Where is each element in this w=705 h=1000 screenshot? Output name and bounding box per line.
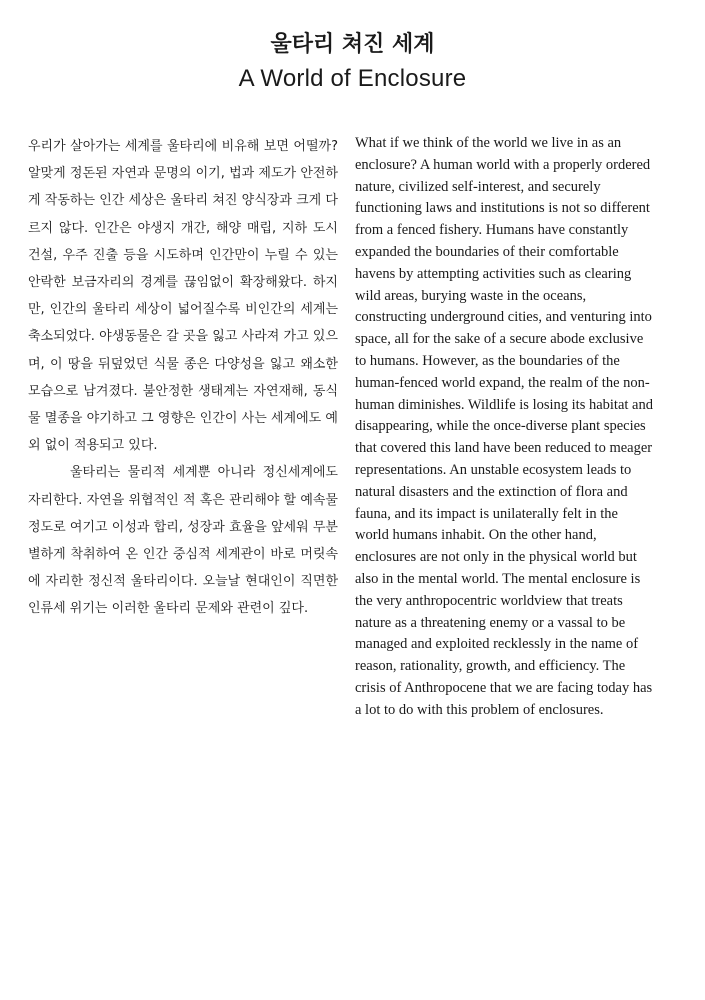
title-korean: 울타리 쳐진 세계 <box>270 32 435 57</box>
english-text-column <box>355 133 655 722</box>
title-block <box>0 28 705 96</box>
korean-paragraph-2: 울타리는 물리적 세계뿐 아니라 정신세계에도 자리한다. 자연을 위협적인 적 혹은 관리해야 할 예속물 정도로 여기고 이성과 합리, 성장과 효율을 앞세워 무분별하게 착취하여 온 인간 중심적 세계관이 바로 머릿속에 자리한 정신적 울타리이다. 오늘날 현대인이 직면한 인류세 위기는 이러한 울타리 문제와 관련이 깊다. <box>28 465 338 617</box>
korean-paragraph-1: 우리가 살아가는 세계를 울타리에 비유해 보면 어떨까? 알맞게 정돈된 자연과 문명의 이기, 법과 제도가 안전하게 작동하는 인간 세상은 울타리 쳐진 양식장과 크게 다르지 않다. 인간은 야생지 개간, 해양 매립, 지하 도시 건설, 우주 진출 등을 시도하며 인간만이 누릴 수 있는 안락한 보금자리의 경계를 끊임없이 확장해왔다. 하지만, 인간의 울타리 세상이 넓어질수록 비인간의 세계는 축소되었다. 야생동물은 갈 곳을 잃고 사라져 가고 있으며, 이 땅을 뒤덮었던 식물 종은 다양성을 잃고 왜소한 모습으로 남겨졌다. 불안정한 생태계는 자연재해, 동식물 멸종을 야기하고 그 영향은 인간이 사는 세계에도 예외 없이 적용되고 있다. <box>28 139 338 454</box>
korean-text-column <box>28 133 338 623</box>
title-english: A World of Enclosure <box>238 65 467 92</box>
english-paragraph-1: What if we think of the world we live in as an enclosure? A human world with a properly ordered nature, civilized self-interest, and securely functioning laws and institutions is not so different from a fenced fishery. Humans have constantly expanded the boundaries of their comfortable havens by attempting activities such as clearing wild areas, burying waste in the oceans, constructing underground cities, and venturing into space, all for the sake of a secure abode exclusive to humans. However, as the boundaries of the human-fenced world expand, the realm of the non-human diminishes. Wildlife is losing its habitat and disappearing, while the once-diverse plant species that covered this land have been reduced to meager representations. An unstable ecosystem leads to natural disasters and the extinction of flora and fauna, and its impact is unilaterally felt in the world humans inhabit. On the other hand, enclosures are not only in the physical world but also in the mental world. The mental enclosure is the very anthropocentric worldview that treats nature as a threatening enemy or a vassal to be managed and exploited recklessly in the name of reason, rationality, growth, and efficiency. The crisis of Anthropocene that we are facing today has a lot to do with this problem of enclosures. <box>355 135 653 718</box>
